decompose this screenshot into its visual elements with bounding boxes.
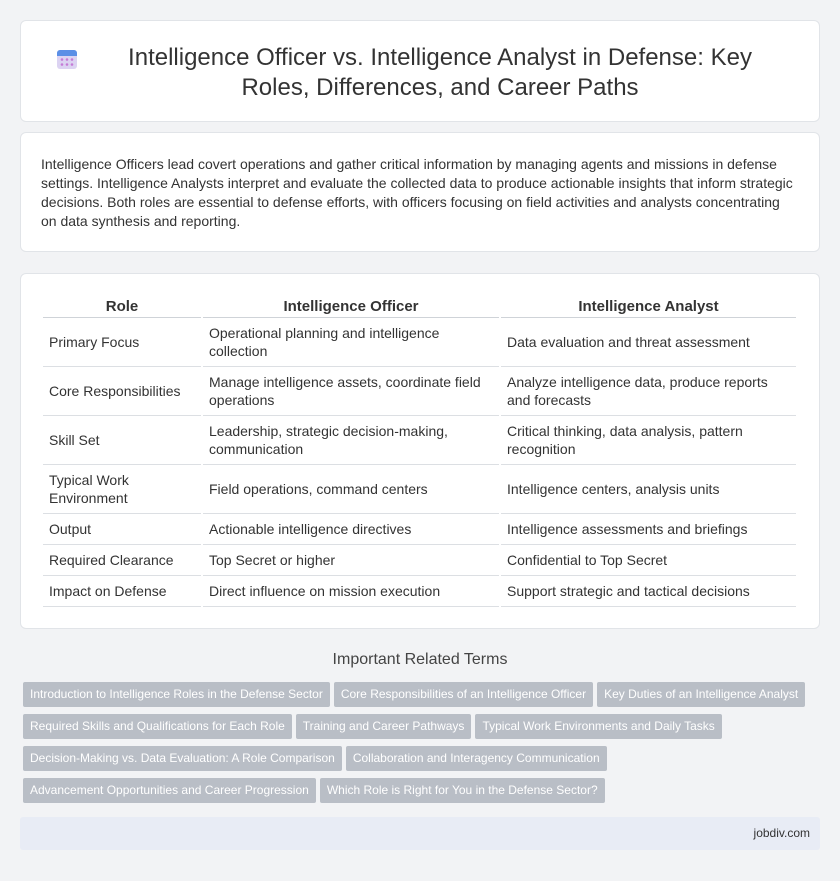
officer-cell: Top Secret or higher <box>203 545 499 576</box>
comparison-card <box>20 273 820 629</box>
related-term-tag[interactable]: Required Skills and Qualifications for Each Role <box>23 714 292 739</box>
intro-paragraph: Intelligence Officers lead covert operations and gather critical information by managing agents and missions in defense settings. Intelligence Analysts interpret and evaluate the collected data to produce actionable insights that inform strategic decisions. Both roles are essential to defense efforts, with officers focusing on field activities and analysts concentrating on data synthesis and reporting. <box>41 156 793 229</box>
row-label: Typical Work Environment <box>43 465 201 514</box>
row-label: Core Responsibilities <box>43 367 201 416</box>
officer-cell: Manage intelligence assets, coordinate field operations <box>203 367 499 416</box>
related-term-tag[interactable]: Advancement Opportunities and Career Progression <box>23 778 316 803</box>
analyst-cell: Intelligence assessments and briefings <box>501 514 796 545</box>
table-row <box>43 514 796 545</box>
table-row <box>43 465 796 514</box>
officer-cell: Operational planning and intelligence collection <box>203 318 499 367</box>
row-label: Skill Set <box>43 416 201 465</box>
table-header-row <box>43 296 796 318</box>
analyst-cell: Data evaluation and threat assessment <box>501 318 796 367</box>
row-label: Primary Focus <box>43 318 201 367</box>
intro-card <box>20 132 820 252</box>
table-row <box>43 416 796 465</box>
related-term-tag[interactable]: Key Duties of an Intelligence Analyst <box>597 682 805 707</box>
page-title: Intelligence Officer vs. Intelligence Analyst in Defense: Key Roles, Differences, and Career Paths <box>128 44 752 101</box>
analyst-cell: Critical thinking, data analysis, pattern recognition <box>501 416 796 465</box>
row-label: Impact on Defense <box>43 576 201 607</box>
related-term-tag[interactable]: Decision-Making vs. Data Evaluation: A Role Comparison <box>23 746 342 771</box>
analyst-cell: Support strategic and tactical decisions <box>501 576 796 607</box>
officer-cell: Leadership, strategic decision-making, communication <box>203 416 499 465</box>
header-role: Role <box>43 296 201 318</box>
related-term-tag[interactable]: Introduction to Intelligence Roles in the Defense Sector <box>23 682 330 707</box>
row-label: Required Clearance <box>43 545 201 576</box>
header-analyst: Intelligence Analyst <box>501 296 796 318</box>
analyst-cell: Intelligence centers, analysis units <box>501 465 796 514</box>
related-terms-title: Important Related Terms <box>332 651 508 668</box>
table-row <box>43 576 796 607</box>
related-terms-list <box>23 682 823 810</box>
analyst-cell: Analyze intelligence data, produce reports and forecasts <box>501 367 796 416</box>
related-term-tag[interactable]: Typical Work Environments and Daily Tasks <box>475 714 721 739</box>
officer-cell: Actionable intelligence directives <box>203 514 499 545</box>
table-row <box>43 318 796 367</box>
officer-cell: Field operations, command centers <box>203 465 499 514</box>
comparison-table <box>41 296 798 607</box>
footer-site-link[interactable]: jobdiv.com <box>753 826 810 840</box>
related-term-tag[interactable]: Core Responsibilities of an Intelligence Officer <box>334 682 593 707</box>
table-row <box>43 367 796 416</box>
header-officer: Intelligence Officer <box>203 296 499 318</box>
related-term-tag[interactable]: Collaboration and Interagency Communication <box>346 746 607 771</box>
analyst-cell: Confidential to Top Secret <box>501 545 796 576</box>
title-card <box>20 20 820 122</box>
officer-cell: Direct influence on mission execution <box>203 576 499 607</box>
related-term-tag[interactable]: Which Role is Right for You in the Defense Sector? <box>320 778 605 803</box>
related-term-tag[interactable]: Training and Career Pathways <box>296 714 472 739</box>
footer <box>20 817 820 850</box>
table-row <box>43 545 796 576</box>
row-label: Output <box>43 514 201 545</box>
